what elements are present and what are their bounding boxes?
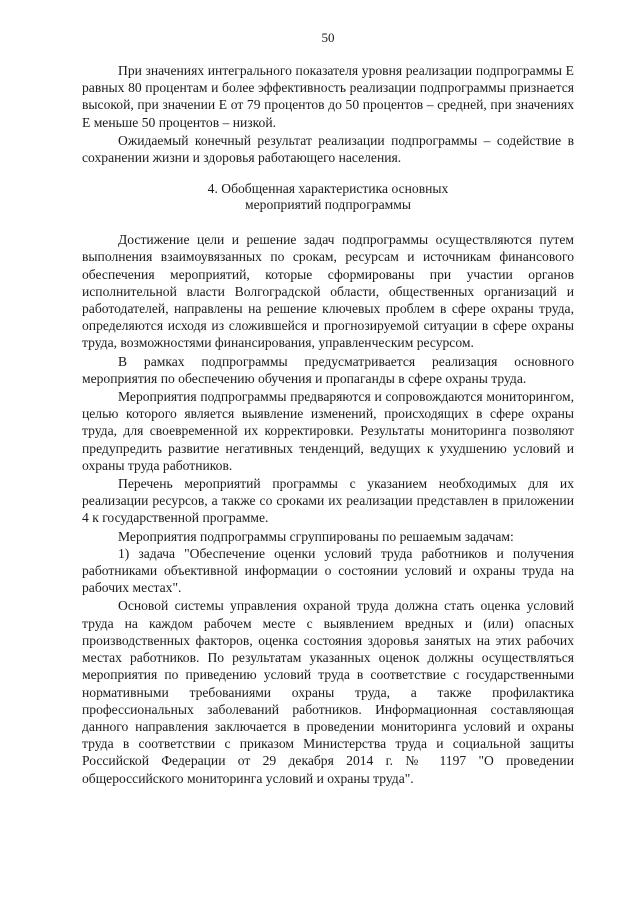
paragraph-management-system: Основой системы управления охраной труда должна стать оценка условий труда на каждом рабочем месте с выявлением вредных и (или) опасных производственных факторов, оценка состояния здоровья занятых на этих рабочих местах работников. По результатам указанных оценок должны осуществляться мероприятия по приведению условий труда в соответствие с государственными нормативными требованиями охраны труда, а также профилактика профессиональных заболеваний работников. Информационная составляющая данного направления заключается в проведении мониторинга условий и охраны труда в соответствии с приказом Министерства труда и социальной защиты Российской Федерации от 29 декабря 2014 г. № 1197 "О проведении общероссийского мониторинга условий и охраны труда". <box>82 598 574 786</box>
paragraph-main-activity: В рамках подпрограммы предусматривается реализация основного мероприятия по обеспечению обучения и пропаганды в сфере охраны труда. <box>82 353 574 386</box>
paragraph-efficiency-levels: При значениях интегрального показателя уровня реализации подпрограммы Е равных 80 процентам и более эффективность реализации подпрограммы признается высокой, при значении Е от 79 процентов до 50 процентов – средней, при значениях Е меньше 50 процентов – низкой. <box>82 63 574 130</box>
page-number: 50 <box>321 30 335 45</box>
section-heading-line-1: 4. Обобщенная характеристика основных <box>207 181 449 197</box>
paragraph-activity-list: Перечень мероприятий программы с указанием необходимых для их реализации ресурсов, а также со сроками их реализации представлен в приложении 4 к государственной программе. <box>82 476 574 526</box>
section-heading <box>82 181 574 212</box>
paragraph-expected-result: Ожидаемый конечный результат реализации подпрограммы – содействие в сохранении жизни и здоровья работающего населения. <box>82 132 574 166</box>
section-heading-line-2: мероприятий подпрограммы <box>245 196 411 212</box>
paragraph-monitoring: Мероприятия подпрограммы предваряются и сопровождаются мониторингом, целью которого является выявление изменений, происходящих в сфере охраны труда, для своевременной их корректировки. Результаты мониторинга позволяют предупредить развитие негативных тенденций, ведущих к ухудшению условий и охраны труда работников. <box>82 389 574 473</box>
paragraph-task-1: 1) задача "Обеспечение оценки условий труда работников и получения работниками объективной информации о состоянии условий и охраны труда на рабочих местах". <box>82 545 574 596</box>
paragraph-grouping: Мероприятия подпрограммы сгруппированы по решаемым задачам: <box>118 528 514 544</box>
paragraph-goal-achievement: Достижение цели и решение задач подпрограммы осуществляются путем выполнения взаимоувязанных по срокам, ресурсам и источникам финансового обеспечения мероприятий, которые сформированы при участии органов исполнительной власти Волгоградской области, общественных организаций и работодателей, направлены на решение ключевых проблем в сфере охраны труда, определяются исходя из сложившейся и прогнозируемой ситуации в сфере охраны труда, возможностями финансирования, управленческим ресурсом. <box>82 232 574 351</box>
